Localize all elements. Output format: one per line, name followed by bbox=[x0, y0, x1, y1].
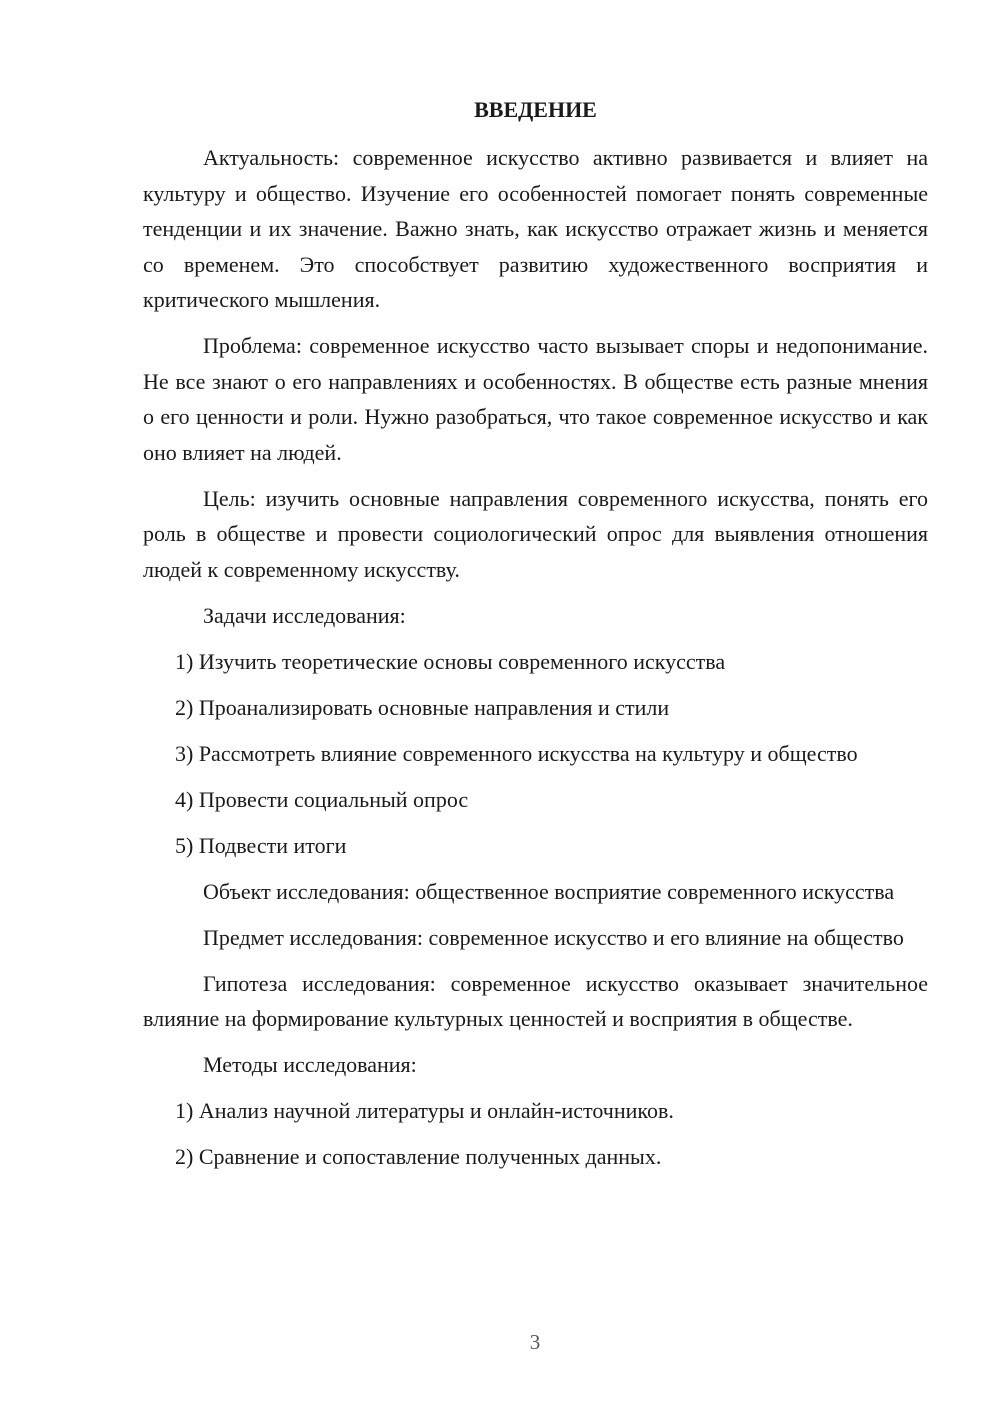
task-item: 2) Проанализировать основные направления и стили bbox=[175, 694, 670, 720]
goal-paragraph: Цель: изучить основные направления современного искусства, понять его роль в обществе и провести социологический опрос для выявления отношения людей к современному искусству. bbox=[143, 485, 928, 582]
page-title: ВВЕДЕНИЕ bbox=[474, 97, 597, 122]
method-item: 2) Сравнение и сопоставление полученных данных. bbox=[175, 1144, 662, 1169]
subject-paragraph: Предмет исследования: современное искусство и его влияние на общество bbox=[203, 924, 904, 950]
relevance-paragraph: Актуальность: современное искусство активно развивается и влияет на культуру и общество. Изучение его особенностей помогает понять современные тенденции и их значение. Важно знать, как искусство отражает жизнь и меняется со временем. Это способствует развитию художественного восприятия и критического мышления. bbox=[143, 145, 928, 312]
tasks-heading: Задачи исследования: bbox=[203, 602, 406, 628]
task-item: 4) Провести социальный опрос bbox=[175, 786, 469, 812]
document-page bbox=[143, 90, 928, 1185]
hypothesis-paragraph: Гипотеза исследования: современное искусство оказывает значительное влияние на формирование культурных ценностей и восприятия в обществе. bbox=[143, 970, 928, 1031]
problem-paragraph: Проблема: современное искусство часто вызывает споры и недопонимание. Не все знают о его направлениях и особенностях. В обществе есть разные мнения о его ценности и роли. Нужно разобраться, что такое современное искусство и как оно влияет на людей. bbox=[143, 333, 928, 465]
task-item: 5) Подвести итоги bbox=[175, 832, 347, 858]
method-item: 1) Анализ научной литературы и онлайн-источников. bbox=[175, 1098, 674, 1123]
object-paragraph: Объект исследования: общественное восприятие современного искусства bbox=[203, 878, 895, 904]
methods-heading: Методы исследования: bbox=[203, 1052, 417, 1077]
page-number: 3 bbox=[529, 1330, 541, 1354]
task-item: 1) Изучить теоретические основы современного искусства bbox=[175, 648, 726, 674]
task-item: 3) Рассмотреть влияние современного искусства на культуру и общество bbox=[175, 740, 858, 766]
